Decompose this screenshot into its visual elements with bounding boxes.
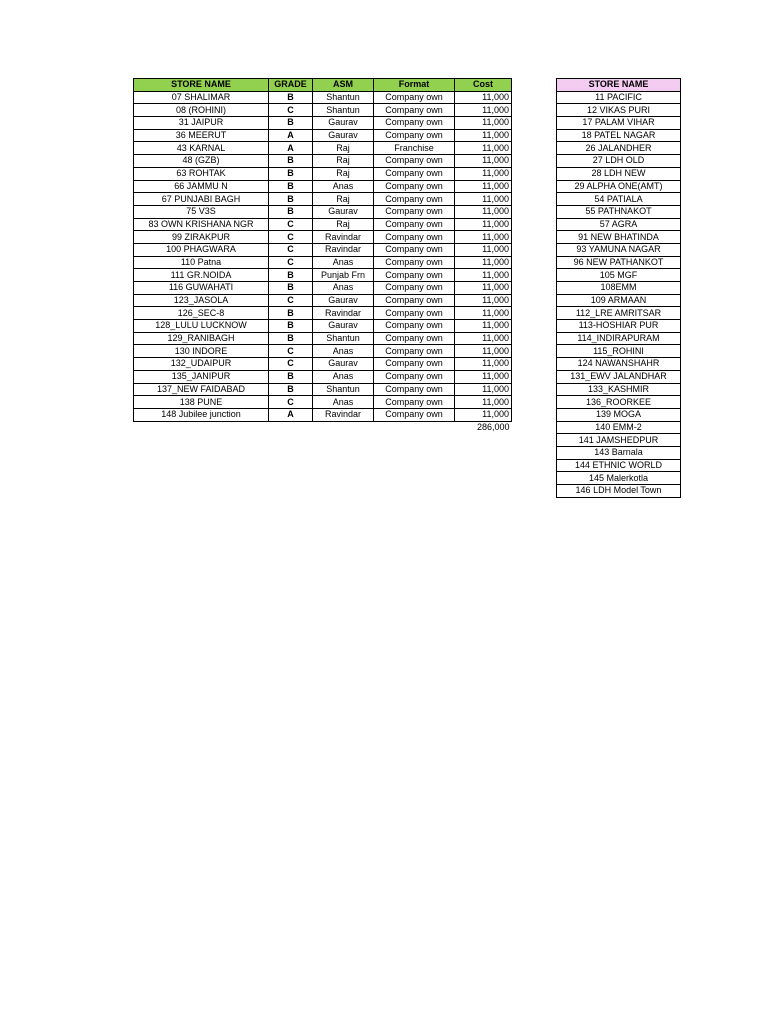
format-cell: Company own [374,332,455,345]
format-cell: Company own [374,294,455,307]
store-name-cell: 63 ROHTAK [134,167,269,180]
format-cell: Company own [374,104,455,117]
cost-cell: 11,000 [455,282,512,295]
list-item [557,256,681,269]
format-cell: Company own [374,129,455,142]
list-item [557,117,681,130]
store-name-cell: 135_JANIPUR [134,370,269,383]
asm-cell: Anas [313,282,374,295]
asm-cell: Anas [313,345,374,358]
format-cell: Company own [374,358,455,371]
store-name-cell: 31 JAIPUR [134,117,269,130]
grade-cell: B [269,269,313,282]
list-item [557,332,681,345]
side-store-name-cell: 26 JALANDHER [557,142,681,155]
store-name-cell: 138 PUNE [134,396,269,409]
asm-cell: Anas [313,370,374,383]
side-store-name-cell: 113-HOSHIAR PUR [557,320,681,333]
store-name-cell: 43 KARNAL [134,142,269,155]
list-item [557,142,681,155]
cost-cell: 11,000 [455,167,512,180]
asm-cell: Shantun [313,91,374,104]
table-row [134,320,512,333]
side-store-name-cell: 29 ALPHA ONE(AMT) [557,180,681,193]
empty-cell [134,421,269,433]
side-store-name-cell: 55 PATHNAKOT [557,205,681,218]
cost-cell: 11,000 [455,243,512,256]
side-store-name-cell: 124 NAWANSHAHR [557,358,681,371]
list-item [557,155,681,168]
header-row [134,79,512,92]
asm-cell: Raj [313,155,374,168]
grade-cell: C [269,345,313,358]
store-name-cell: 132_UDAIPUR [134,358,269,371]
list-item [557,396,681,409]
side-store-name-cell: 54 PATIALA [557,193,681,206]
store-name-cell: 129_RANIBAGH [134,332,269,345]
table-row [134,269,512,282]
cost-cell: 11,000 [455,91,512,104]
cost-cell: 11,000 [455,294,512,307]
table-row [134,358,512,371]
list-item [557,129,681,142]
list-item [557,294,681,307]
total-cost-cell: 286,000 [476,421,510,432]
table-row [134,396,512,409]
list-item [557,383,681,396]
store-name-cell: 130 INDORE [134,345,269,358]
grade-cell: B [269,167,313,180]
asm-cell: Raj [313,142,374,155]
side-store-name-cell: 28 LDH NEW [557,167,681,180]
list-item [557,269,681,282]
empty-cell [269,421,313,433]
list-item [557,485,681,498]
table-row [134,142,512,155]
format-cell: Company own [374,269,455,282]
asm-cell: Anas [313,180,374,193]
format-cell: Company own [374,231,455,244]
table-row [134,155,512,168]
list-item [557,345,681,358]
cost-cell: 11,000 [455,383,512,396]
list-item [557,243,681,256]
grade-cell: B [269,320,313,333]
store-name-cell: 08 (ROHINI) [134,104,269,117]
format-cell: Company own [374,282,455,295]
cost-cell: 11,000 [455,256,512,269]
format-cell: Company own [374,155,455,168]
side-store-name-cell: 144 ETHNIC WORLD [557,459,681,472]
store-name-cell: 48 (GZB) [134,155,269,168]
table-row [134,205,512,218]
format-cell: Company own [374,396,455,409]
grade-cell: B [269,332,313,345]
store-name-cell: 100 PHAGWARA [134,243,269,256]
table-row [134,243,512,256]
grade-cell: B [269,180,313,193]
side-store-name-cell: 18 PATEL NAGAR [557,129,681,142]
header-store-name: STORE NAME [134,79,269,92]
cost-cell: 11,000 [455,307,512,320]
asm-cell: Anas [313,256,374,269]
format-cell: Company own [374,91,455,104]
side-store-name-cell: 114_INDIRAPURAM [557,332,681,345]
cost-cell: 11,000 [455,408,512,421]
cost-cell: 11,000 [455,129,512,142]
asm-cell: Ravindar [313,307,374,320]
format-cell: Company own [374,117,455,130]
grade-cell: C [269,231,313,244]
side-store-name-cell: 93 YAMUNA NAGAR [557,243,681,256]
grade-cell: C [269,358,313,371]
format-cell: Company own [374,193,455,206]
cost-cell: 11,000 [455,231,512,244]
header-cost: Cost [455,79,512,92]
side-store-name-cell: 27 LDH OLD [557,155,681,168]
list-item [557,358,681,371]
format-cell: Company own [374,320,455,333]
header-format: Format [374,79,455,92]
grade-cell: B [269,282,313,295]
list-item [557,459,681,472]
side-store-name-cell: 112_LRE AMRITSAR [557,307,681,320]
format-cell: Company own [374,218,455,231]
asm-cell: Gaurav [313,117,374,130]
asm-cell: Raj [313,218,374,231]
asm-cell: Raj [313,193,374,206]
table-row [134,294,512,307]
asm-cell: Punjab Frn [313,269,374,282]
grade-cell: B [269,205,313,218]
grade-cell: C [269,243,313,256]
asm-cell: Anas [313,396,374,409]
format-cell: Company own [374,408,455,421]
side-store-name-cell: 146 LDH Model Town [557,485,681,498]
grade-cell: C [269,294,313,307]
list-item [557,446,681,459]
side-store-name-cell: 17 PALAM VIHAR [557,117,681,130]
asm-cell: Ravindar [313,231,374,244]
table-row [134,104,512,117]
table-row [134,307,512,320]
total-row [134,421,512,433]
format-cell: Company own [374,180,455,193]
side-header-store-name: STORE NAME [557,79,681,92]
asm-cell: Shantun [313,383,374,396]
cost-cell: 11,000 [455,396,512,409]
list-item [557,421,681,434]
list-item [557,370,681,383]
side-store-name-cell: 12 VIKAS PURI [557,104,681,117]
asm-cell: Shantun [313,332,374,345]
side-store-name-cell: 131_EWV JALANDHAR [557,370,681,383]
grade-cell: C [269,256,313,269]
side-store-name-cell: 136_ROORKEE [557,396,681,409]
table-row [134,129,512,142]
grade-cell: C [269,396,313,409]
store-name-cell: 99 ZIRAKPUR [134,231,269,244]
table-row [134,332,512,345]
store-name-cell: 123_JASOLA [134,294,269,307]
store-name-cell: 116 GUWAHATI [134,282,269,295]
list-item [557,307,681,320]
cost-cell: 11,000 [455,332,512,345]
grade-cell: C [269,104,313,117]
table-row [134,370,512,383]
table-row [134,282,512,295]
table-row [134,167,512,180]
cost-cell: 11,000 [455,180,512,193]
cost-cell: 11,000 [455,370,512,383]
format-cell: Franchise [374,142,455,155]
list-item [557,408,681,421]
grade-cell: B [269,155,313,168]
side-store-name-cell: 133_KASHMIR [557,383,681,396]
table-row [134,256,512,269]
store-name-cell: 36 MEERUT [134,129,269,142]
format-cell: Company own [374,383,455,396]
list-item [557,180,681,193]
table-row [134,345,512,358]
asm-cell: Gaurav [313,294,374,307]
asm-cell: Gaurav [313,129,374,142]
list-item [557,167,681,180]
cost-cell: 11,000 [455,269,512,282]
header-asm: ASM [313,79,374,92]
list-item [557,320,681,333]
format-cell: Company own [374,345,455,358]
store-name-cell: 110 Patna [134,256,269,269]
side-store-name-cell: 145 Malerkotla [557,472,681,485]
table-row [134,91,512,104]
format-cell: Company own [374,205,455,218]
table-row [134,218,512,231]
grade-cell: A [269,142,313,155]
list-item [557,193,681,206]
format-cell: Company own [374,370,455,383]
empty-cell [374,421,455,433]
asm-cell: Ravindar [313,408,374,421]
side-store-name-cell: 105 MGF [557,269,681,282]
side-store-name-cell: 57 AGRA [557,218,681,231]
asm-cell: Gaurav [313,205,374,218]
grade-cell: B [269,117,313,130]
header-grade: GRADE [269,79,313,92]
cost-cell: 11,000 [455,205,512,218]
asm-cell: Shantun [313,104,374,117]
side-store-name-cell: 109 ARMAAN [557,294,681,307]
list-item [557,231,681,244]
cost-cell: 11,000 [455,142,512,155]
format-cell: Company own [374,307,455,320]
store-name-cell: 128_LULU LUCKNOW [134,320,269,333]
store-cost-table [133,78,512,433]
side-store-name-cell: 141 JAMSHEDPUR [557,434,681,447]
store-name-cell: 137_NEW FAIDABAD [134,383,269,396]
side-store-name-cell: 11 PACIFIC [557,91,681,104]
store-name-cell: 75 V3S [134,205,269,218]
side-store-name-cell: 140 EMM-2 [557,421,681,434]
cost-cell: 11,000 [455,104,512,117]
grade-cell: B [269,91,313,104]
asm-cell: Ravindar [313,243,374,256]
cost-cell: 11,000 [455,345,512,358]
asm-cell: Gaurav [313,358,374,371]
cost-cell: 11,000 [455,155,512,168]
side-store-name-cell: 143 Barnala [557,446,681,459]
grade-cell: B [269,307,313,320]
side-store-name-cell: 91 NEW BHATINDA [557,231,681,244]
grade-cell: B [269,193,313,206]
side-header-row [557,79,681,92]
cost-cell: 11,000 [455,358,512,371]
side-store-name-cell: 115_ROHINI [557,345,681,358]
list-item [557,104,681,117]
format-cell: Company own [374,243,455,256]
table-row [134,231,512,244]
table-row [134,383,512,396]
grade-cell: B [269,370,313,383]
side-store-name-cell: 108EMM [557,282,681,295]
side-store-name-cell: 139 MOGA [557,408,681,421]
table-row [134,193,512,206]
store-name-cell: 07 SHALIMAR [134,91,269,104]
cost-cell: 11,000 [455,117,512,130]
store-name-cell: 126_SEC-8 [134,307,269,320]
grade-cell: C [269,218,313,231]
asm-cell: Raj [313,167,374,180]
asm-cell: Gaurav [313,320,374,333]
side-store-name-cell: 96 NEW PATHANKOT [557,256,681,269]
store-name-cell: 83 OWN KRISHANA NGR [134,218,269,231]
grade-cell: A [269,129,313,142]
format-cell: Company own [374,256,455,269]
cost-cell: 11,000 [455,193,512,206]
table-row [134,180,512,193]
store-name-cell: 67 PUNJABI BAGH [134,193,269,206]
list-item [557,472,681,485]
list-item [557,218,681,231]
cost-cell: 11,000 [455,218,512,231]
list-item [557,282,681,295]
store-name-list-table [556,78,681,498]
store-name-cell: 148 Jubilee junction [134,408,269,421]
list-item [557,434,681,447]
list-item [557,91,681,104]
list-item [557,205,681,218]
store-name-cell: 111 GR.NOIDA [134,269,269,282]
store-name-cell: 66 JAMMU N [134,180,269,193]
format-cell: Company own [374,167,455,180]
empty-cell [313,421,374,433]
grade-cell: B [269,383,313,396]
cost-cell: 11,000 [455,320,512,333]
grade-cell: A [269,408,313,421]
table-row [134,117,512,130]
table-row [134,408,512,421]
